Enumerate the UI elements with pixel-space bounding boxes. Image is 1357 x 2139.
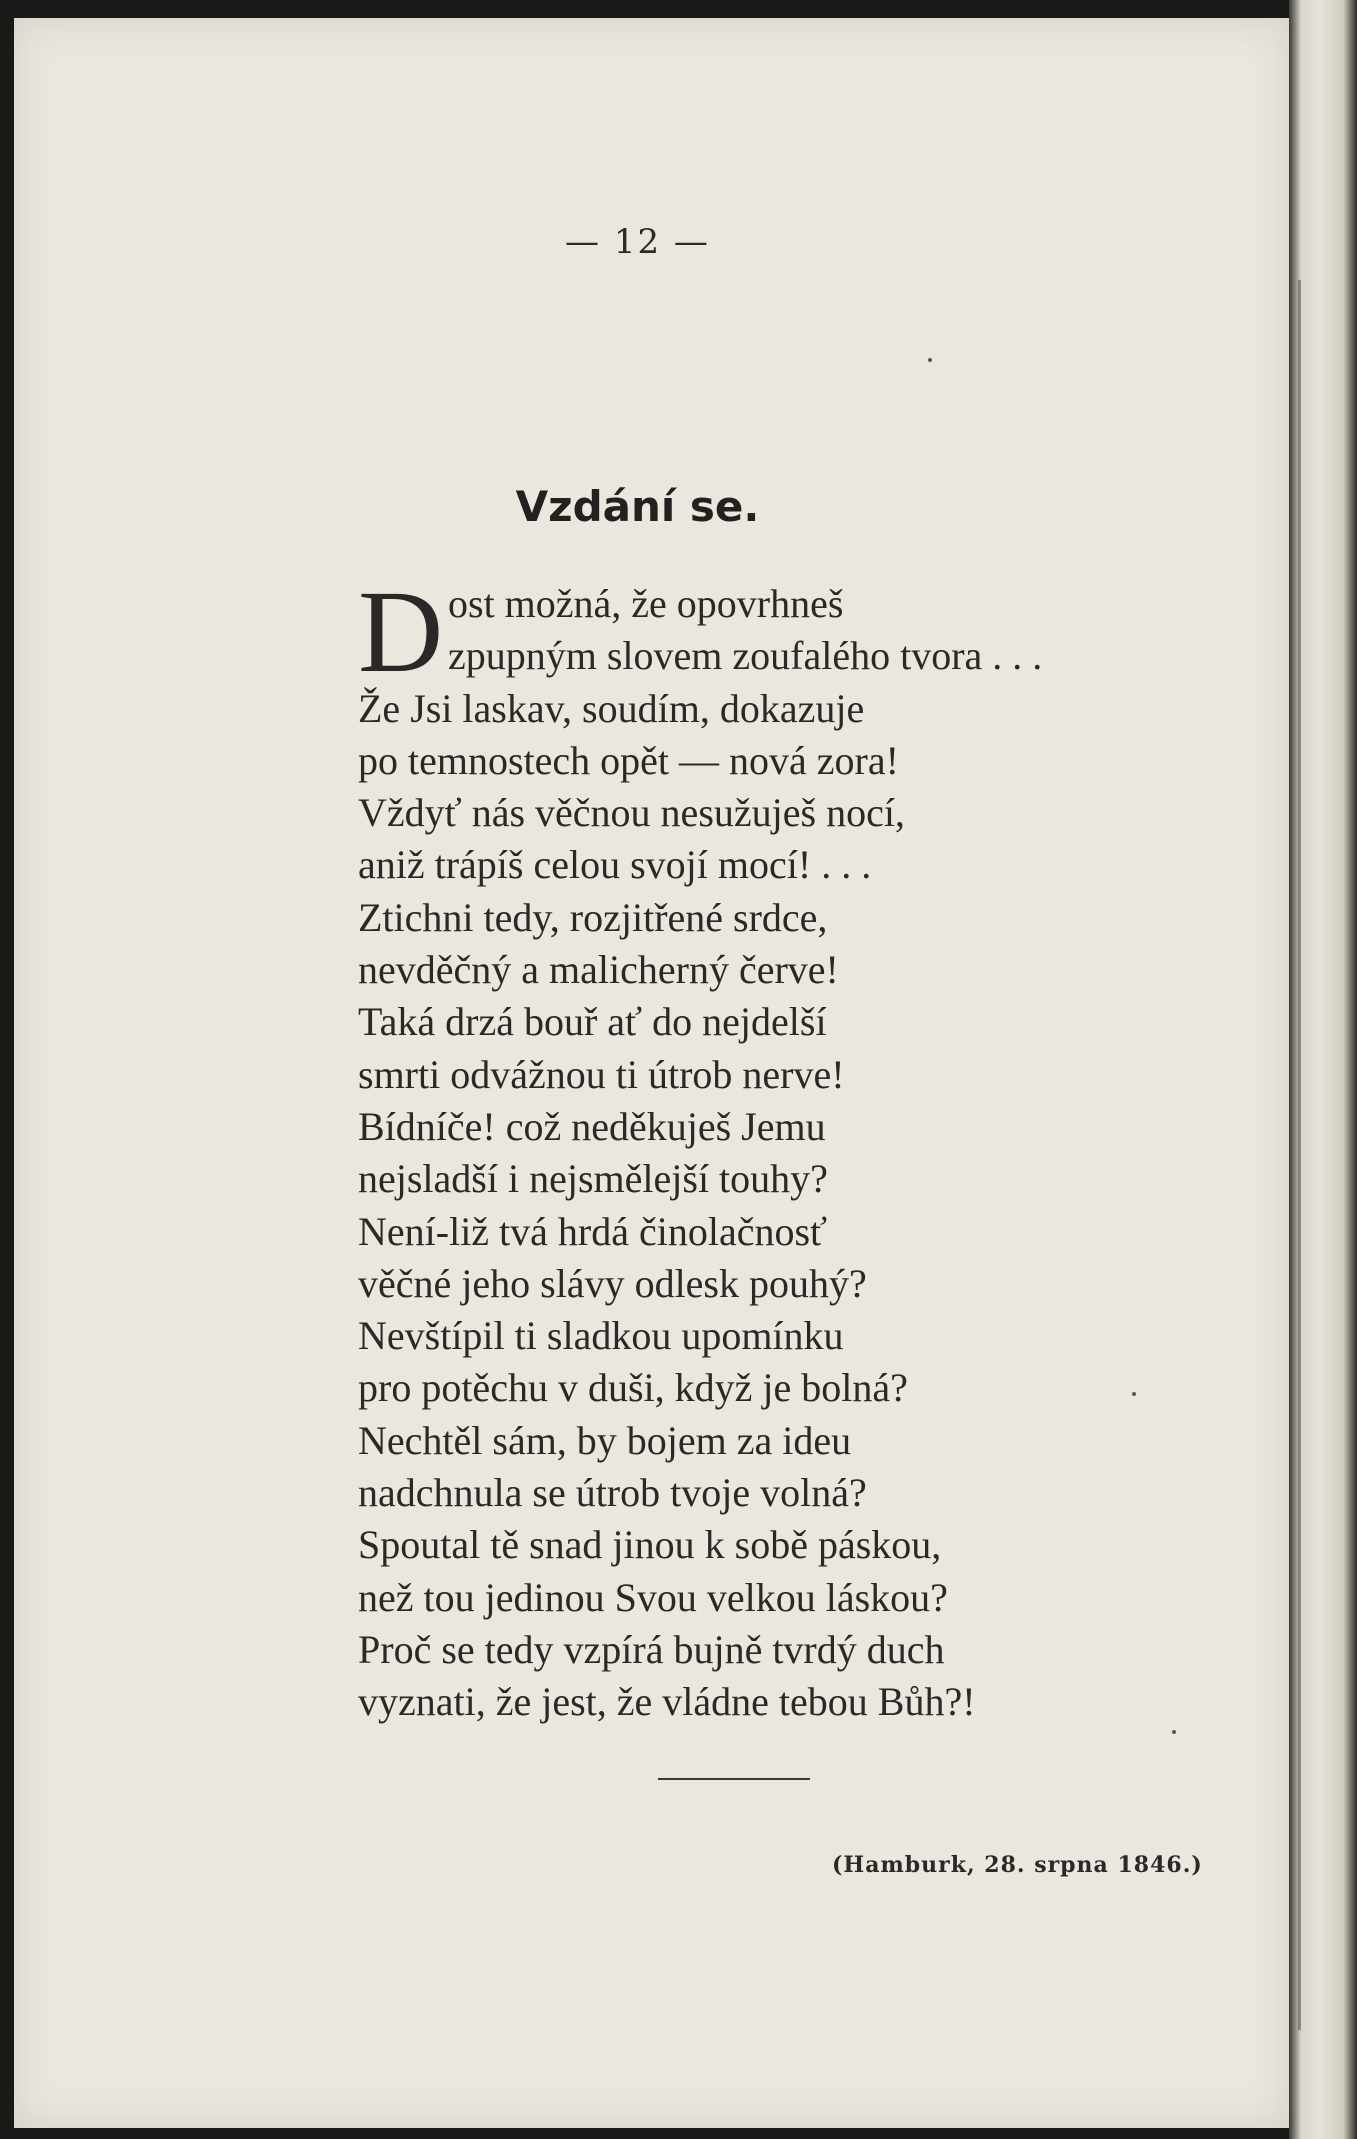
poem-line: Nevštípil ti sladkou upomínku — [358, 1313, 844, 1359]
poem-line: zpupným slovem zoufalého tvora . . . — [448, 633, 1043, 679]
poem-line: Není-liž tvá hrdá činolačnosť — [358, 1208, 828, 1254]
poem-line: ost možná, že opovrhneš — [448, 581, 844, 626]
page-number: — 12 — — [565, 222, 710, 262]
gutter-shadow — [1298, 280, 1301, 2030]
poem-line: nejsladší i nejsmělejší touhy? — [358, 1156, 828, 1202]
poem-body — [358, 566, 1218, 1729]
poem-line: aniž trápíš celou svojí mocí! . . . — [358, 842, 872, 888]
drop-cap: D — [358, 566, 444, 697]
poem-line: nevděčný a malicherný červe! — [358, 947, 839, 993]
print-speck — [1172, 1730, 1176, 1734]
print-speck — [1132, 1392, 1136, 1396]
print-speck — [928, 358, 932, 362]
poem-line: Že Jsi laskav, soudím, dokazuje — [358, 685, 865, 731]
poem-line: Spoutal tě snad jinou k sobě páskou, — [358, 1522, 942, 1568]
poem-line: smrti odvážnou ti útrob nerve! — [358, 1051, 845, 1097]
poem-line: vyznati, že jest, že vládne tebou Bůh?! — [358, 1679, 976, 1725]
poem-line: po temnostech opět — nová zora! — [358, 737, 899, 783]
poem-line: Proč se tedy vzpírá bujně tvrdý duch — [358, 1626, 945, 1672]
poem-line: než tou jedinou Svou velkou láskou? — [358, 1574, 948, 1620]
section-divider — [658, 1778, 810, 1780]
poem-line: nadchnula se útrob tvoje volná? — [358, 1470, 867, 1516]
poem-line: Bídníče! což neděkuješ Jemu — [358, 1103, 826, 1149]
poem-title: Vzdání se. — [515, 482, 760, 531]
poem-line: Nechtěl sám, by bojem za ideu — [358, 1417, 852, 1463]
poem-line: Ztichni tedy, rozjitřené srdce, — [358, 894, 828, 940]
place-date-signature: (Hamburk, 28. srpna 1846.) — [832, 1852, 1203, 1878]
poem-line: Vždyť nás věčnou nesužuješ nocí, — [358, 790, 905, 836]
poem-line: pro potěchu v duši, když je bolná? — [358, 1365, 908, 1411]
poem-line: věčné jeho slávy odlesk pouhý? — [358, 1260, 867, 1306]
poem-line: Taká drzá bouř ať do nejdelší — [358, 999, 827, 1045]
